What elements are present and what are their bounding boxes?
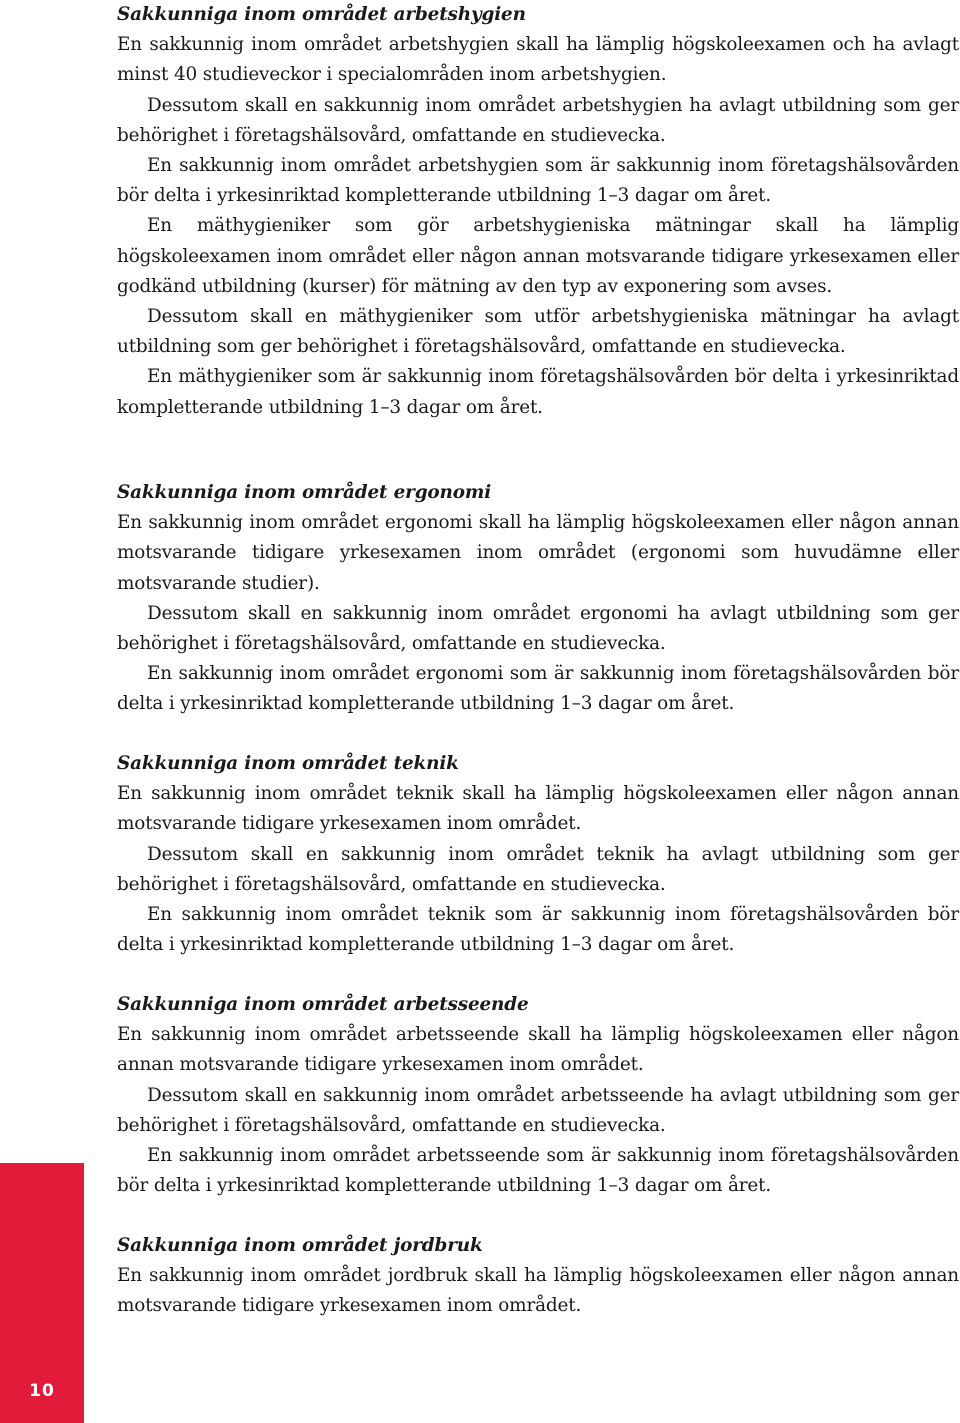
paragraph: En mäthygieniker som gör arbetshygieniska mätningar skall ha lämplig högskoleexamen inom området eller någon annan motsvarande tidigare yrkesexamen eller godkänd utbildning (kurser) för mätning av den typ av exponering som avses. bbox=[117, 215, 959, 297]
paragraph: Dessutom skall en sakkunnig inom området arbetsseende ha avlagt utbildning som ger behörighet i företagshälsovård, omfattande en studievecka. bbox=[117, 1084, 959, 1136]
section-heading: Sakkunniga inom området jordbruk bbox=[117, 1235, 483, 1256]
section-heading: Sakkunniga inom området teknik bbox=[117, 753, 459, 774]
paragraph: En sakkunnig inom området teknik skall ha lämplig högskoleexamen eller någon annan motsvarande tidigare yrkesexamen inom området. bbox=[117, 783, 959, 835]
section-heading: Sakkunniga inom området arbetsseende bbox=[117, 994, 529, 1015]
section-arbetshygien bbox=[117, 0, 959, 423]
paragraph: Dessutom skall en mäthygieniker som utför arbetshygieniska mätningar ha avlagt utbildning som ger behörighet i företagshälsovård, omfattande en studievecka. bbox=[117, 306, 959, 358]
paragraph: En sakkunnig inom området arbetshygien som är sakkunnig inom företagshälsovården bör delta i yrkesinriktad kompletterande utbildning 1–3 dagar om året. bbox=[117, 155, 959, 207]
paragraph: En sakkunnig inom området ergonomi som är sakkunnig inom företagshälsovården bör delta i yrkesinriktad kompletterande utbildning 1–3 dagar om året. bbox=[117, 663, 959, 715]
paragraph: Dessutom skall en sakkunnig inom området ergonomi ha avlagt utbildning som ger behörighet i företagshälsovård, omfattande en studievecka. bbox=[117, 602, 959, 655]
section-heading: Sakkunniga inom området ergonomi bbox=[117, 482, 492, 503]
paragraph: Dessutom skall en sakkunnig inom området teknik ha avlagt utbildning som ger behörighet i företagshälsovård, omfattande en studievecka. bbox=[117, 843, 959, 895]
section-ergonomi bbox=[117, 478, 959, 720]
paragraph: En sakkunnig inom området teknik som är sakkunnig inom företagshälsovården bör delta i yrkesinriktad kompletterande utbildning 1–3 dagar om året. bbox=[117, 904, 959, 956]
paragraph: En sakkunnig inom området arbetsseende skall ha lämplig högskoleexamen eller någon annan motsvarande tidigare yrkesexamen inom området. bbox=[117, 1024, 959, 1076]
paragraph: En sakkunnig inom området jordbruk skall ha lämplig högskoleexamen eller någon annan motsvarande tidigare yrkesexamen inom området. bbox=[117, 1265, 959, 1317]
page-number: 10 bbox=[29, 1381, 55, 1401]
section-jordbruk bbox=[117, 1231, 959, 1322]
paragraph: En sakkunnig inom området arbetsseende som är sakkunnig inom företagshälsovården bör delta i yrkesinriktad kompletterande utbildning 1–3 dagar om året. bbox=[117, 1145, 959, 1197]
page-accent-bar bbox=[0, 1163, 84, 1423]
section-heading: Sakkunniga inom området arbetshygien bbox=[117, 4, 526, 25]
paragraph: En sakkunnig inom området ergonomi skall ha lämplig högskoleexamen eller någon annan motsvarande tidigare yrkesexamen inom området (ergonomi som huvudämne eller motsvarande studier). bbox=[117, 512, 959, 594]
paragraph: Dessutom skall en sakkunnig inom området arbetshygien ha avlagt utbildning som ger behörighet i företagshälsovård, omfattande en studievecka. bbox=[117, 94, 959, 146]
section-teknik bbox=[117, 749, 959, 960]
section-arbetsseende bbox=[117, 990, 959, 1201]
paragraph: En sakkunnig inom området arbetshygien skall ha lämplig högskoleexamen och ha avlagt minst 40 studieveckor i specialområden inom arbetshygien. bbox=[117, 34, 959, 86]
paragraph: En mäthygieniker som är sakkunnig inom företagshälsovården bör delta i yrkesinriktad kompletterande utbildning 1–3 dagar om året. bbox=[117, 366, 959, 418]
